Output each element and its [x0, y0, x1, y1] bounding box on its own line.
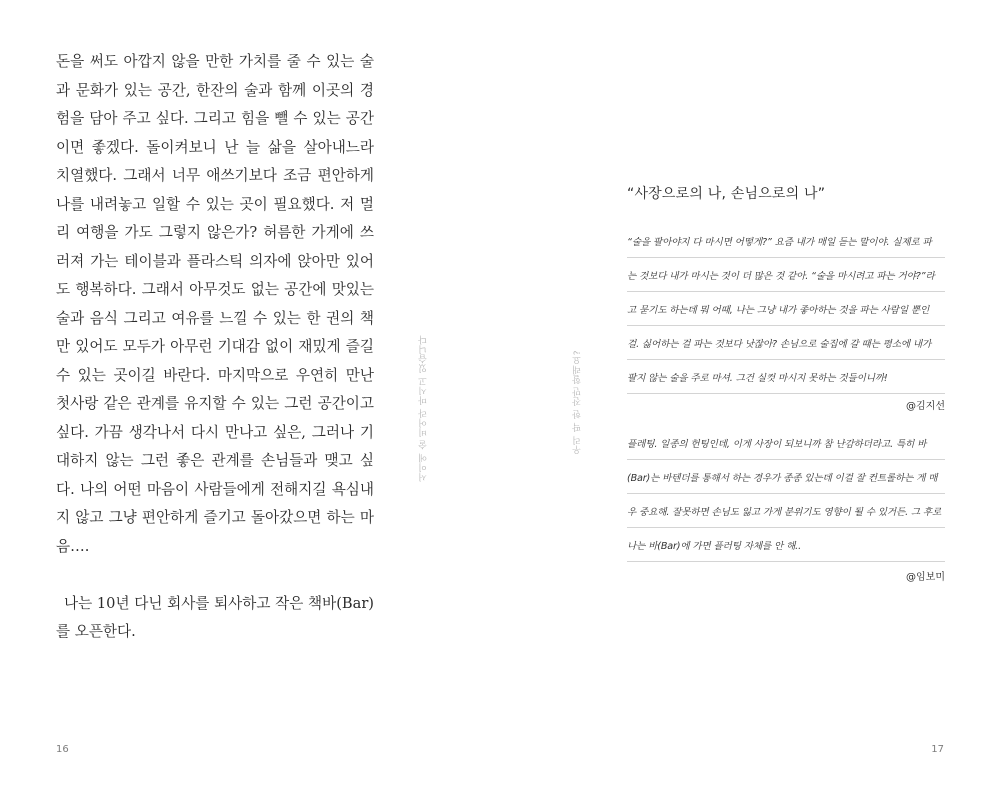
section-title: “사장으로의 나, 손님으로의 나”: [627, 186, 826, 202]
page-number-right: 17: [931, 744, 944, 755]
paragraph-1: 돈을 써도 아깝지 않을 만한 가치를 줄 수 있는 술과 문화가 있는 공간, 한잔의 술과 함께 이곳의 경험을 담아 주고 싶다. 그리고 힘을 뺄 수 있는 공간이면 좋겠다. 돌이켜보니 난 늘 삶을 살아내느라 치열했다. 그래서 너무 애쓰기보다 조금 편안하게 나를 내려놓고 일할 수 있는 곳이 필요했다. 저 멀리 여행을 가도 그렇지 않은가? 허름한 가게에 쓰러져 가는 테이블과 플라스틱 의자에 앉아만 있어도 행복하다. 그래서 아무것도 없는 공간에 맛있는 술과 음식 그리고 여유를 느낄 수 있는 한 권의 책만 있어도 모두가 아무런 기대감 없이 재밌게 즐길 수 있는 곳이길 바란다. 마지막으로 우연히 만난 첫사랑 같은 관계를 유지할 수 있는 그런 공간이고 싶다. 가끔 생각나서 다시 만나고 싶은, 그러나 기대하지 않는 그런 좋은 관계를 손님들과 맺고 싶다. 나의 어떤 마음이 사람들에게 전해지길 욕심내지 않고 그냥 편안하게 즐기고 돌아갔으면 하는 마음….: [56, 53, 374, 555]
quote-block-lim: [627, 426, 945, 562]
quote-line: “술을 팔아야지 다 마시면 어떻게?” 요즘 내가 매일 듣는 말이야. 실제로 파: [627, 224, 945, 258]
quote-line: 우 중요해. 잘못하면 손님도 잃고 가게 분위기도 영향이 될 수 있거든. 그 후로: [627, 494, 945, 528]
quote-line: (Bar)는 바텐더를 통해서 하는 경우가 종종 있는데 이걸 잘 컨트롤하는 게 매: [627, 460, 945, 494]
quote-line: 플레팅. 일종의 헌팅인데, 이게 사장이 되보니까 참 난감하더라고. 특히 바: [627, 426, 945, 460]
quote-line: 고 묻기도 하는데 뭐 어때, 나는 그냥 내가 좋아하는 것을 파는 사람일 뿐인: [627, 292, 945, 326]
body-text: [56, 48, 374, 647]
quote-line: 걸. 싫어하는 걸 파는 것보다 낫잖아? 손님으로 술집에 갈 때는 평소에 내가: [627, 326, 945, 360]
quote-line: 나는 바(Bar)에 가면 플러팅 자체를 안 해..: [627, 528, 945, 562]
author-lim: @임보미: [906, 572, 945, 583]
paragraph-2: 나는 10년 다닌 회사를 퇴사하고 작은 책바(Bar)를 오픈한다.: [56, 594, 374, 640]
quote-line: 는 것보다 내가 마시는 것이 더 많은 것 같아. “술을 마시려고 파는 거야?”라: [627, 258, 945, 292]
page-number-left: 16: [56, 744, 69, 755]
quote-block-kim: [627, 224, 945, 394]
running-header-right: 우리 딱 한 잔만 할래요?: [573, 350, 583, 455]
quote-line: 팔지 않는 술을 주로 마셔. 그건 실컷 마시지 못하는 것들이니까!: [627, 360, 945, 394]
author-kim: @김지선: [906, 401, 945, 412]
running-header-left: 서이에 술 비어라 마시고 있습니다: [419, 335, 429, 482]
